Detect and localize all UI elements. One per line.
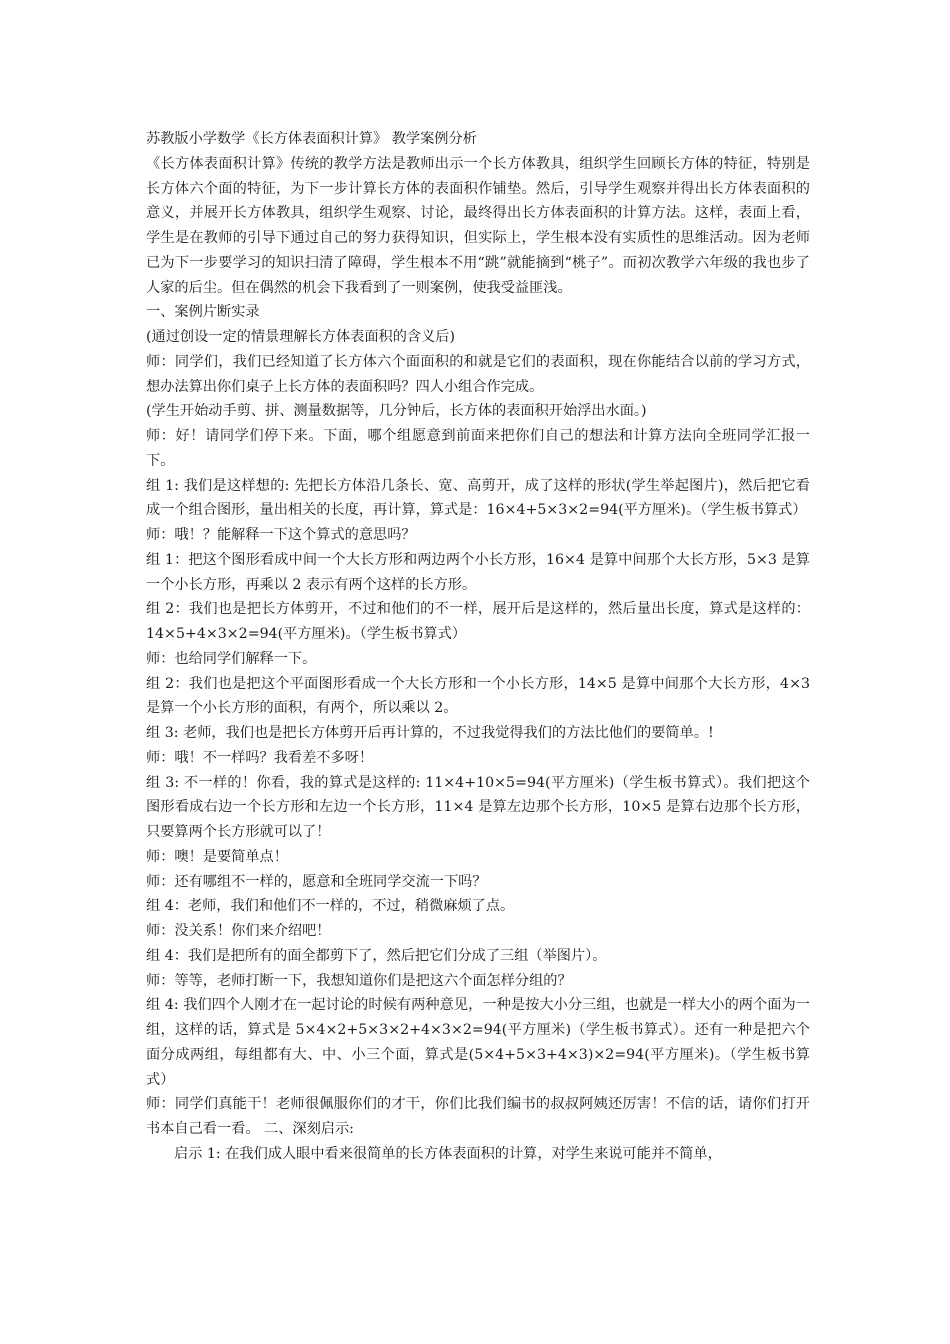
dialogue-line: 师：同学们，我们已经知道了长方体六个面面积的和就是它们的表面积，现在你能结合以前的学习方式，想办法算出你们桌子上长方体的表面积吗？四人小组合作完成。	[146, 353, 810, 395]
dialogue-line: 组 1: 我们是这样想的: 先把长方体沿几条长、宽、高剪开，成了这样的形状(学生举起图片)，然后把它看成一个组合图形，量出相关的长度，再计算，算式是：16×4+5×3×2=94(平方厘米)。（学生板书算式）	[146, 477, 810, 519]
dialogue-line: 组 4：我们是把所有的面全都剪下了，然后把它们分成了三组（举图片）。	[146, 947, 607, 964]
dialogue-line: 师：同学们真能干！老师很佩服你们的才干，你们比我们编书的叔叔阿姨还厉害！不信的话，请你们打开书本自己看一看。 二、深刻启示:	[146, 1096, 810, 1137]
dialogue-line: 师：哦！不一样吗？我看差不多呀！	[146, 749, 374, 766]
intro-paragraph: 《长方体表面积计算》传统的教学方法是教师出示一个长方体教具，组织学生回顾长方体的特征，特别是长方体六个面的特征，为下一步计算长方体的表面积作铺垫。然后，引导学生观察并得出长方体表面积的意义，并展开长方体教具，组织学生观察、讨论，最终得出长方体表面积的计算方法。这样，表面上看，学生是在教师的引导下通过自己的努力获得知识，但实际上，学生根本没有实质性的思维活动。因为老师已为下一步要学习的知识扫清了障碍，学生根本不用“跳”就能摘到“桃子”。而初次教学六年级的我也步了人家的后尘。但在偶然的机会下我看到了一则案例，使我受益匪浅。	[146, 155, 810, 296]
dialogue-line: 组 4: 我们四个人刚才在一起讨论的时候有两种意见，一种是按大小分三组，也就是一样大小的两个面为一组，这样的话，算式是 5×4×2+5×3×2+4×3×2=94(平方厘米)（学生板书算式）。还有一种是把六个面分成两组，每组都有大、中、小三个面，算式是(5×4+5×3+4×3)×2=94(平方厘米)。（学生板书算式）	[146, 997, 810, 1088]
context-note: (通过创设一定的情景理解长方体表面积的含义后)	[146, 329, 456, 345]
dialogue-line: 师：也给同学们解释一下。	[146, 650, 317, 667]
section-heading-case-record: 一、案例片断实录	[146, 304, 260, 321]
dialogue-line: 组 3: 老师，我们也是把长方体剪开后再计算的，不过我觉得我们的方法比他们的要简单。!	[146, 725, 714, 741]
dialogue-line: 师：哦！？能解释一下这个算式的意思吗？	[146, 527, 416, 543]
dialogue-line: 师：等等，老师打断一下，我想知道你们是把这六个面怎样分组的？	[146, 972, 572, 989]
stage-direction: (学生开始动手剪、拼、测量数据等，几分钟后，长方体的表面积开始浮出水面。)	[146, 403, 647, 420]
dialogue-line: 师：噢！是要简单点！	[146, 848, 288, 865]
dialogue-line: 师：没关系！你们来介绍吧！	[146, 923, 331, 939]
dialogue-line: 组 4：老师，我们和他们不一样的，不过，稍微麻烦了点。	[146, 898, 515, 915]
dialogue-line: 组 1：把这个图形看成中间一个大长方形和两边两个小长方形，16×4 是算中间那个大长方形，5×3 是算一个小长方形，再乘以 2 表示有两个这样的长方形。	[146, 551, 810, 593]
dialogue-line: 师：还有哪组不一样的，愿意和全班同学交流一下吗？	[146, 873, 487, 890]
dialogue-line: 组 2：我们也是把长方体剪开，不过和他们的不一样，展开后是这样的，然后量出长度，算式是这样的：14×5+4×3×2=94(平方厘米)。（学生板书算式）	[146, 601, 810, 642]
dialogue-line: 师：好！请同学们停下来。下面，哪个组愿意到前面来把你们自己的想法和计算方法向全班同学汇报一下。	[146, 428, 810, 469]
insight-paragraph: 启示 1: 在我们成人眼中看来很简单的长方体表面积的计算，对学生来说可能并不简单，	[174, 1145, 722, 1162]
dialogue-line: 组 2：我们也是把这个平面图形看成一个大长方形和一个小长方形，14×5 是算中间那个大长方形，4×3 是算一个小长方形的面积，有两个，所以乘以 2。	[146, 675, 810, 717]
document-body	[146, 127, 810, 1167]
document-title: 苏教版小学数学《长方体表面积计算》 教学案例分析	[146, 131, 477, 147]
dialogue-line: 组 3: 不一样的！你看，我的算式是这样的: 11×4+10×5=94(平方厘米)（学生板书算式）。我们把这个图形看成右边一个长方形和左边一个长方形，11×4 是算左边那个长方形，10×5 是算右边那个长方形，只要算两个长方形就可以了！	[146, 774, 810, 840]
